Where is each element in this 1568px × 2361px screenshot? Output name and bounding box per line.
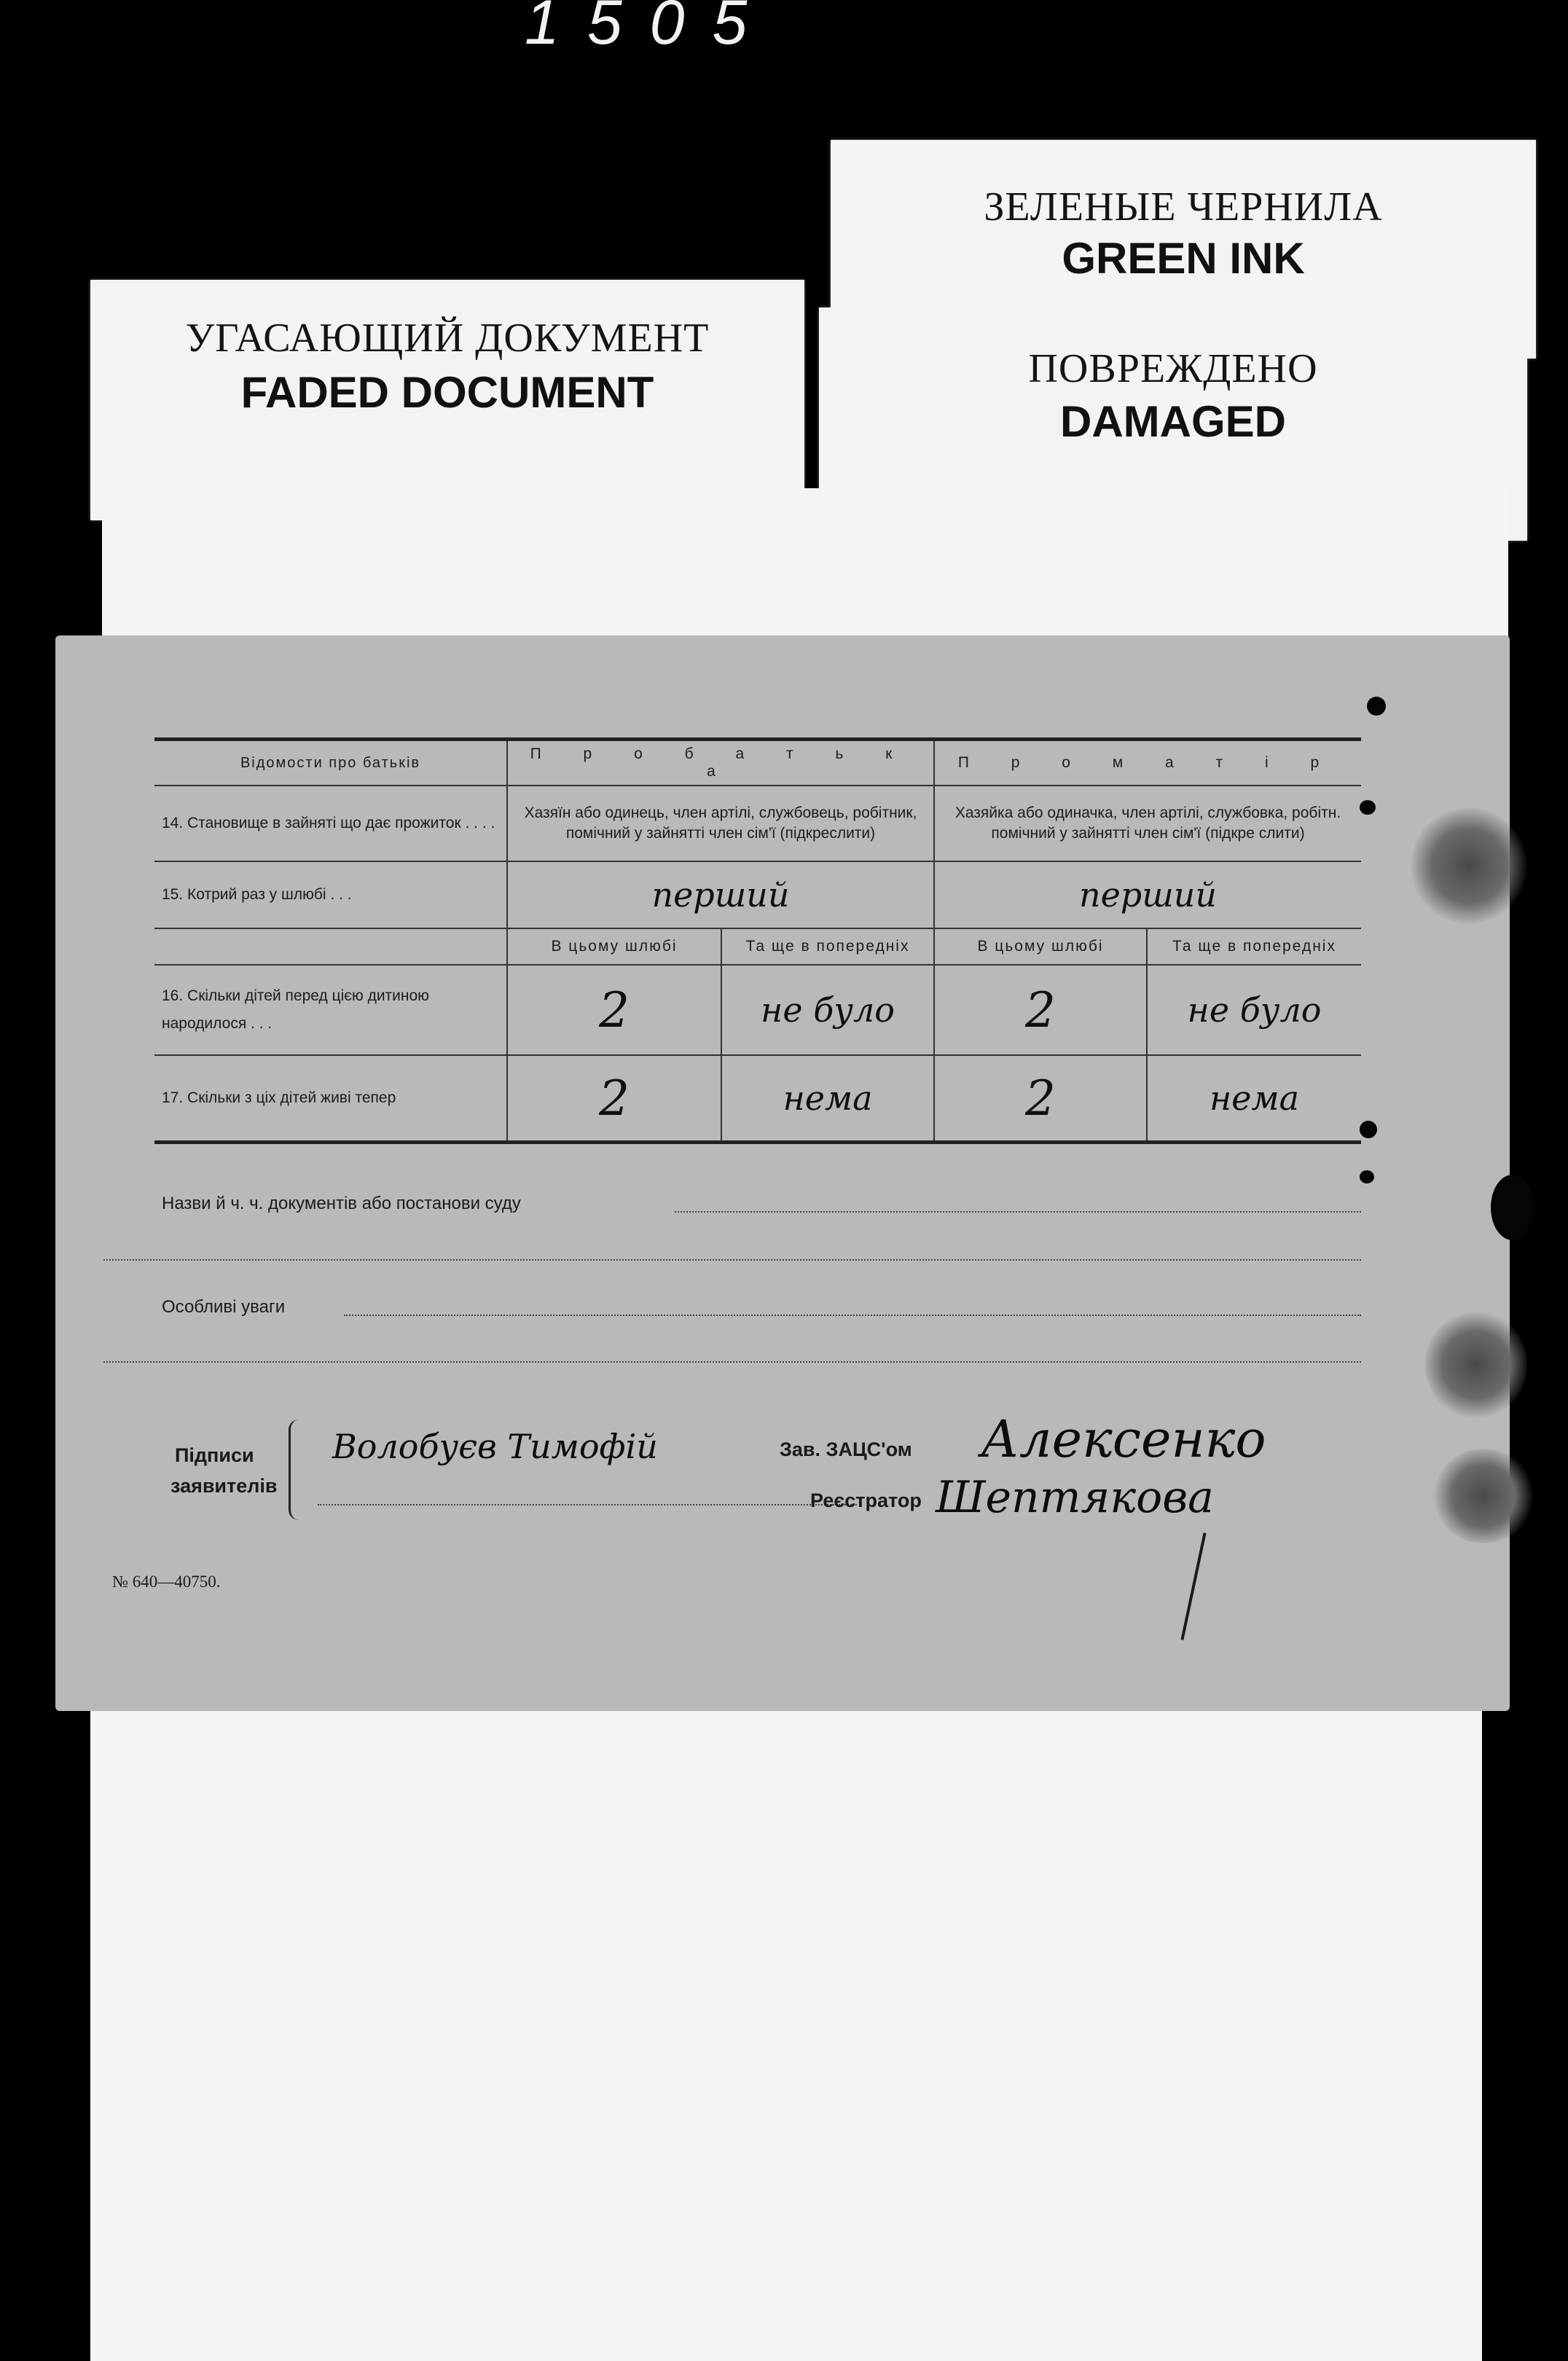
documents-line-2 — [103, 1259, 1361, 1261]
row-15-label: 15. Котрий раз у шлюбі . . . — [154, 861, 507, 928]
faded-document-label — [90, 280, 804, 520]
documents-line — [675, 1211, 1361, 1213]
ink-blot — [1425, 1310, 1527, 1420]
signatures-label: Підписи — [175, 1444, 254, 1466]
header-parents-info: Відомости про батьків — [154, 740, 507, 786]
ink-blot — [1432, 1449, 1534, 1543]
notes-line-2 — [103, 1361, 1361, 1363]
green-ink-label-ru: ЗЕЛЕНЫЕ ЧЕРНИЛА — [984, 184, 1383, 230]
registrar-signature: Шептякова — [936, 1472, 1214, 1523]
head-label: Зав. ЗАЦС'ом — [780, 1438, 912, 1460]
row-16-father-previous: не було — [721, 965, 934, 1055]
applicant-line-2 — [318, 1504, 857, 1506]
damaged-label-en: DAMAGED — [1060, 397, 1286, 446]
notes-label: Особливі уваги — [162, 1297, 286, 1317]
applicants-label: заявителів — [170, 1475, 278, 1497]
row-17-father-this: 2 — [507, 1055, 721, 1143]
tear-notch — [1491, 1175, 1534, 1240]
subheader-mother-previous: Та ще в попередніх — [1147, 928, 1361, 965]
faded-document-label-ru: УГАСАЮЩИЙ ДОКУМЕНТ — [185, 316, 710, 361]
row-17-father-previous: нема — [721, 1055, 934, 1143]
header-about-mother: П р о м а т і р — [934, 740, 1361, 786]
row-17-mother-previous: нема — [1147, 1055, 1361, 1143]
form-number: № 640—40750. — [112, 1573, 221, 1591]
signatures-brace — [289, 1420, 307, 1520]
backing-sheet-lower — [90, 1683, 1482, 2361]
row-14-label: 14. Становище в зайняті що дає прожиток . . . . — [154, 786, 507, 861]
tear-hole — [1360, 1121, 1377, 1138]
subheader-row — [154, 928, 1361, 965]
damaged-label-ru: ПОВРЕЖДЕНО — [1028, 346, 1318, 391]
row-14-mother-options: Хазяйка або одиначка, член артілі, службовка, робітн. помічний у зайнятті член сім'ї (підкре слити) — [934, 786, 1361, 861]
subheader-mother-this-marriage: В цьому шлюбі — [934, 928, 1147, 965]
row-17 — [154, 1055, 1361, 1143]
row-14-father-options: Хазяїн або одинець, член артілі, службовець, робітник, помічний у зайнятті член сім'ї (підкреслити) — [507, 786, 934, 861]
green-ink-label-en: GREEN INK — [1062, 234, 1305, 283]
row-14 — [154, 786, 1361, 861]
head-signature: Алексенко — [981, 1409, 1266, 1469]
tear-hole — [1367, 697, 1386, 716]
row-15-mother-value: перший — [934, 861, 1361, 928]
archive-number: 1505 — [525, 0, 775, 58]
tear-hole — [1360, 1170, 1374, 1183]
registrar-flourish — [1180, 1532, 1206, 1640]
ink-blot — [1411, 807, 1527, 924]
subheader-father-previous: Та ще в попередніх — [721, 928, 934, 965]
row-16-mother-this: 2 — [934, 965, 1147, 1055]
row-16 — [154, 965, 1361, 1055]
table-header-row — [154, 740, 1361, 786]
applicant-signature: Волобуєв Тимофій — [332, 1427, 658, 1466]
row-16-father-this: 2 — [507, 965, 721, 1055]
subheader-father-this-marriage: В цьому шлюбі — [507, 928, 721, 965]
registration-form-card — [55, 635, 1510, 1711]
row-17-label: 17. Скільки з ціх дітей живі тепер — [154, 1055, 507, 1143]
row-15 — [154, 861, 1361, 928]
row-16-label: 16. Скільки дітей перед цією дитиною народилося . . . — [154, 965, 507, 1055]
faded-document-label-en: FADED DOCUMENT — [240, 368, 654, 417]
subheader-empty — [154, 928, 507, 965]
row-17-mother-this: 2 — [934, 1055, 1147, 1143]
notes-line — [344, 1315, 1361, 1316]
row-15-father-value: перший — [507, 861, 934, 928]
documents-label: Назви й ч. ч. документів або постанови суду — [162, 1194, 521, 1213]
tear-hole — [1360, 800, 1376, 815]
header-about-father: П р о б а т ь к а — [507, 740, 934, 786]
row-16-mother-previous: не було — [1147, 965, 1361, 1055]
registrar-label: Реєстратор — [810, 1489, 922, 1511]
parents-info-table — [154, 737, 1361, 1144]
